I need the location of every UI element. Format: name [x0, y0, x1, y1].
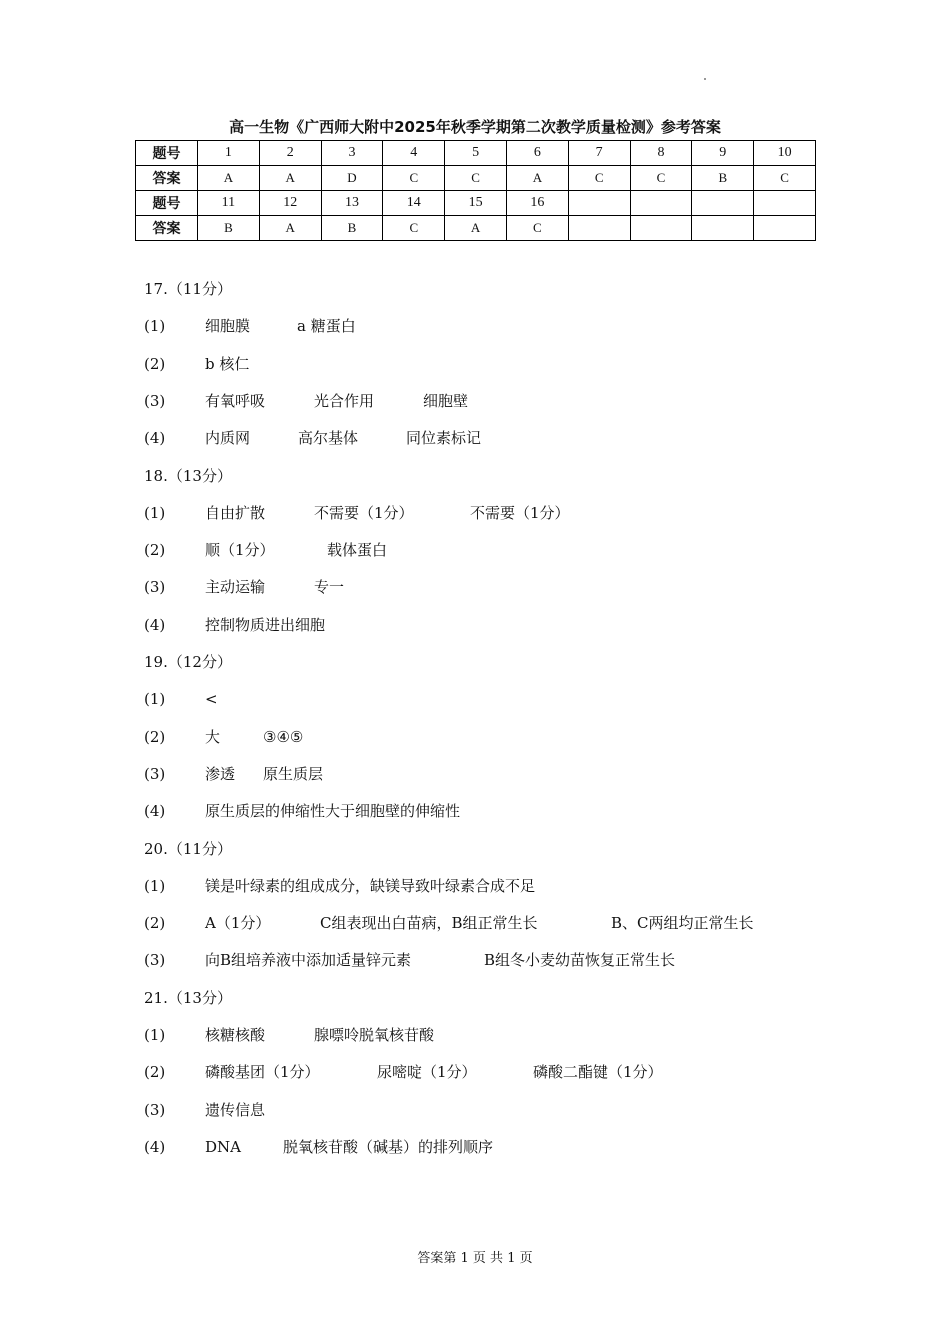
table-cell: 5: [445, 141, 507, 166]
answer-text: 向B组培养液中添加适量锌元素: [205, 951, 412, 969]
row-label: 题号: [136, 141, 198, 166]
table-cell: 6: [506, 141, 568, 166]
answer-line: [144, 876, 824, 896]
table-cell: 8: [630, 141, 692, 166]
answer-text: 腺嘌呤脱氧核苷酸: [314, 1026, 435, 1044]
item-number: (3): [144, 392, 166, 410]
answer-line: [144, 1100, 824, 1120]
answer-text: 主动运输: [205, 578, 266, 596]
table-cell: [630, 216, 692, 241]
item-number: (3): [144, 765, 166, 783]
item-number: (1): [144, 690, 166, 708]
answer-text: 不需要（1分）: [314, 504, 414, 522]
table-cell: B: [198, 216, 260, 241]
answer-text: 大: [205, 728, 221, 746]
table-cell: 4: [383, 141, 445, 166]
answer-line: [144, 503, 824, 523]
answer-line: [144, 1062, 824, 1082]
answer-line: [144, 316, 824, 336]
answer-line: [144, 391, 824, 411]
item-number: (4): [144, 429, 166, 447]
answer-line: [144, 354, 824, 374]
table-cell: [754, 216, 816, 241]
stray-dot: [704, 78, 706, 80]
item-number: (3): [144, 1101, 166, 1119]
answer-text: 原生质层的伸缩性大于细胞壁的伸缩性: [205, 802, 461, 820]
item-number: (1): [144, 1026, 166, 1044]
item-number: (2): [144, 355, 166, 373]
table-cell: C: [630, 166, 692, 191]
answer-text: 载体蛋白: [327, 541, 388, 559]
question-heading: 17.（11分）: [144, 280, 232, 298]
question-heading: 19.（12分）: [144, 653, 232, 671]
item-number: (1): [144, 317, 166, 335]
table-cell: [754, 191, 816, 216]
table-cell: C: [506, 216, 568, 241]
answer-text: <: [205, 690, 218, 708]
answer-text: 控制物质进出细胞: [205, 616, 326, 634]
answer-text: 原生质层: [263, 765, 324, 783]
answer-text: 同位素标记: [406, 429, 482, 447]
answer-line: [144, 540, 824, 560]
answer-text: 磷酸基团（1分）: [205, 1063, 320, 1081]
question-heading: 18.（13分）: [144, 467, 232, 485]
answer-text: 细胞膜: [205, 317, 251, 335]
row-label: 题号: [136, 191, 198, 216]
answer-line: [144, 727, 824, 747]
answer-text: 磷酸二酯键（1分）: [533, 1063, 663, 1081]
table-cell: A: [198, 166, 260, 191]
row-label: 答案: [136, 216, 198, 241]
answer-text: B、C两组均正常生长: [611, 914, 754, 932]
answer-line: [144, 615, 824, 635]
item-number: (2): [144, 728, 166, 746]
table-cell: A: [259, 216, 321, 241]
item-number: (2): [144, 1063, 166, 1081]
table-cell: C: [383, 216, 445, 241]
table-cell: 9: [692, 141, 754, 166]
table-row: [136, 141, 816, 166]
table-row: [136, 191, 816, 216]
item-number: (3): [144, 578, 166, 596]
row-label: 答案: [136, 166, 198, 191]
answer-text: 内质网: [205, 429, 251, 447]
table-cell: 7: [568, 141, 630, 166]
answer-line: [144, 1025, 824, 1045]
answer-text: 顺（1分）: [205, 541, 275, 559]
answer-line: [144, 764, 824, 784]
answer-table: [135, 140, 816, 241]
answer-text: 有氧呼吸: [205, 392, 266, 410]
answer-text: 专一: [314, 578, 345, 596]
table-cell: [692, 216, 754, 241]
answer-text: 尿嘧啶（1分）: [377, 1063, 477, 1081]
table-cell: 15: [445, 191, 507, 216]
table-cell: 11: [198, 191, 260, 216]
answer-text: A（1分）: [205, 914, 271, 932]
answer-text: 细胞壁: [423, 392, 469, 410]
item-number: (2): [144, 541, 166, 559]
table-cell: C: [568, 166, 630, 191]
question-heading: 21.（13分）: [144, 989, 232, 1007]
answer-text: 镁是叶绿素的组成成分，缺镁导致叶绿素合成不足: [205, 877, 536, 895]
answer-line: [144, 950, 824, 970]
answer-text: 光合作用: [314, 392, 375, 410]
item-number: (2): [144, 914, 166, 932]
table-cell: B: [692, 166, 754, 191]
table-cell: C: [383, 166, 445, 191]
table-cell: A: [506, 166, 568, 191]
answer-line: [144, 1137, 824, 1157]
table-cell: 12: [259, 191, 321, 216]
item-number: (4): [144, 1138, 166, 1156]
table-cell: [630, 191, 692, 216]
table-cell: A: [259, 166, 321, 191]
page-title: 高一生物《广西师大附中2025年秋季学期第二次教学质量检测》参考答案: [229, 118, 721, 136]
answer-text: b 核仁: [205, 355, 250, 373]
table-cell: C: [754, 166, 816, 191]
table-cell: 14: [383, 191, 445, 216]
table-cell: [568, 191, 630, 216]
table-row: [136, 216, 816, 241]
item-number: (4): [144, 616, 166, 634]
item-number: (1): [144, 877, 166, 895]
item-number: (3): [144, 951, 166, 969]
table-cell: A: [445, 216, 507, 241]
answer-text: 高尔基体: [298, 429, 359, 447]
table-cell: 16: [506, 191, 568, 216]
answer-line: [144, 577, 824, 597]
answer-text: ③④⑤: [263, 728, 304, 746]
answer-line: [144, 801, 824, 821]
answer-text: B组冬小麦幼苗恢复正常生长: [484, 951, 676, 969]
answer-text: C组表现出白苗病，B组正常生长: [320, 914, 538, 932]
table-cell: D: [321, 166, 383, 191]
table-cell: 2: [259, 141, 321, 166]
answer-text: 遗传信息: [205, 1101, 266, 1119]
item-number: (1): [144, 504, 166, 522]
table-cell: [692, 191, 754, 216]
answer-text: a 糖蛋白: [297, 317, 356, 335]
answer-text: 渗透: [205, 765, 236, 783]
question-heading: 20.（11分）: [144, 840, 232, 858]
table-cell: C: [445, 166, 507, 191]
table-cell: 10: [754, 141, 816, 166]
answer-text: 自由扩散: [205, 504, 266, 522]
answer-line: [144, 913, 824, 933]
table-cell: B: [321, 216, 383, 241]
answer-line: [144, 428, 824, 448]
table-cell: 1: [198, 141, 260, 166]
answer-text: 不需要（1分）: [470, 504, 570, 522]
table-cell: 3: [321, 141, 383, 166]
table-cell: [568, 216, 630, 241]
answer-text: 脱氧核苷酸（碱基）的排列顺序: [283, 1138, 494, 1156]
page-footer: 答案第 1 页 共 1 页: [417, 1251, 533, 1266]
answer-text: 核糖核酸: [205, 1026, 266, 1044]
table-cell: 13: [321, 191, 383, 216]
table-row: [136, 166, 816, 191]
item-number: (4): [144, 802, 166, 820]
answer-text: DNA: [205, 1138, 241, 1156]
answer-line: [144, 689, 824, 709]
